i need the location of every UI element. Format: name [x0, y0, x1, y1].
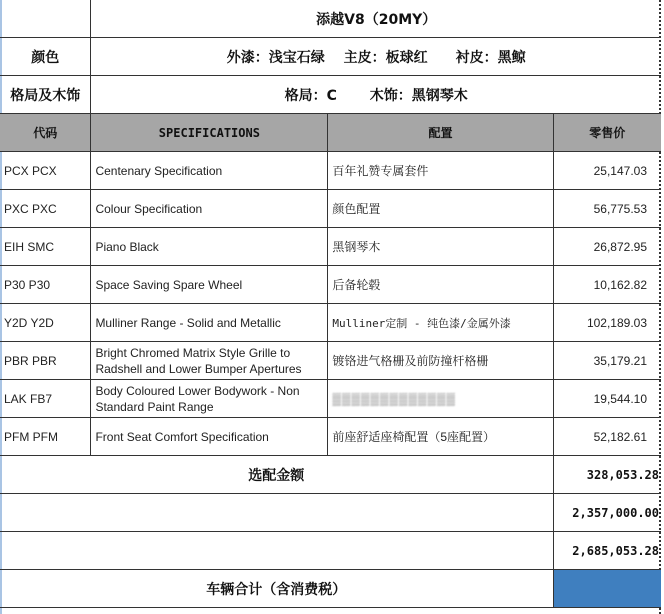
row-price[interactable]: 19,544.10	[553, 380, 661, 418]
row-price[interactable]: 25,147.03	[553, 152, 661, 190]
row-code[interactable]: PBR PBR	[0, 342, 91, 380]
base-price-row	[0, 494, 661, 532]
base-price-label-cell[interactable]	[0, 494, 553, 532]
base-price-value[interactable]: 2,357,000.00	[553, 494, 661, 532]
table-row	[0, 152, 661, 190]
options-total-value[interactable]: 328,053.28	[553, 456, 661, 494]
table-row	[0, 190, 661, 228]
header-specifications[interactable]: SPECIFICATIONS	[91, 114, 328, 152]
grand-total-row	[0, 532, 661, 570]
row-spec[interactable]: Bright Chromed Matrix Style Grille to Radshell and Lower Bumper Apertures	[91, 342, 328, 380]
table-row	[0, 228, 661, 266]
options-total-label[interactable]: 选配金额	[0, 456, 553, 494]
row-code[interactable]: PFM PFM	[0, 418, 91, 456]
row-spec[interactable]: Piano Black	[91, 228, 328, 266]
row-spec[interactable]: Body Coloured Lower Bodywork - Non Standard Paint Range	[91, 380, 328, 418]
row-price[interactable]: 52,182.61	[553, 418, 661, 456]
header-retail-price[interactable]: 零售价	[553, 114, 661, 152]
row-price[interactable]: 56,775.53	[553, 190, 661, 228]
table-row	[0, 266, 661, 304]
row-price[interactable]: 26,872.95	[553, 228, 661, 266]
row-config[interactable]: 黑钢琴木	[328, 228, 553, 266]
row-config[interactable]: 前座舒适座椅配置（5座配置）	[328, 418, 553, 456]
table-row	[0, 380, 661, 418]
table-row	[0, 418, 661, 456]
title-label-cell[interactable]	[0, 0, 91, 38]
row-config[interactable]: 后备轮毂	[328, 266, 553, 304]
layout-value[interactable]: 格局：C 木饰：黑钢琴木	[91, 76, 661, 114]
row-price[interactable]: 102,189.03	[553, 304, 661, 342]
color-label[interactable]: 颜色	[0, 38, 91, 76]
row-config[interactable]: Mulliner定制 - 纯色漆/金属外漆	[328, 304, 553, 342]
row-config[interactable]: 颜色配置	[328, 190, 553, 228]
grand-total-value[interactable]: 2,685,053.28	[553, 532, 661, 570]
row-code[interactable]: LAK FB7	[0, 380, 91, 418]
row-config[interactable]	[328, 380, 553, 418]
row-config[interactable]: 百年礼赞专属套件	[328, 152, 553, 190]
grand-total-label-cell[interactable]	[0, 532, 553, 570]
row-code[interactable]: PCX PCX	[0, 152, 91, 190]
row-spec[interactable]: Space Saving Spare Wheel	[91, 266, 328, 304]
row-code[interactable]: P30 P30	[0, 266, 91, 304]
row-code[interactable]: PXC PXC	[0, 190, 91, 228]
table-row	[0, 304, 661, 342]
vehicle-total-selected-cell[interactable]	[553, 570, 661, 608]
row-config[interactable]: 镀铬进气格栅及前防撞杆格栅	[328, 342, 553, 380]
row-spec[interactable]: Centenary Specification	[91, 152, 328, 190]
garbled-config-text: ▒▒▒▒▒▒▒▒▒▒▒▒▒	[332, 391, 456, 406]
layout-row	[0, 76, 661, 114]
table-header-row	[0, 114, 661, 152]
header-config[interactable]: 配置	[328, 114, 553, 152]
row-price[interactable]: 10,162.82	[553, 266, 661, 304]
color-row	[0, 38, 661, 76]
row-code[interactable]: EIH SMC	[0, 228, 91, 266]
row-spec[interactable]: Mulliner Range - Solid and Metallic	[91, 304, 328, 342]
color-value[interactable]: 外漆：浅宝石绿 主皮：板球红 衬皮：黑鲸	[91, 38, 661, 76]
row-spec[interactable]: Colour Specification	[91, 190, 328, 228]
model-title[interactable]: 添越V8（20MY）	[91, 0, 661, 38]
layout-label[interactable]: 格局及木饰	[0, 76, 91, 114]
title-row	[0, 0, 661, 38]
row-code[interactable]: Y2D Y2D	[0, 304, 91, 342]
options-total-row	[0, 456, 661, 494]
row-price[interactable]: 35,179.21	[553, 342, 661, 380]
row-spec[interactable]: Front Seat Comfort Specification	[91, 418, 328, 456]
header-code[interactable]: 代码	[0, 114, 91, 152]
table-row	[0, 342, 661, 380]
vehicle-total-label[interactable]: 车辆合计（含消费税）	[0, 570, 553, 608]
vehicle-total-row	[0, 570, 661, 608]
